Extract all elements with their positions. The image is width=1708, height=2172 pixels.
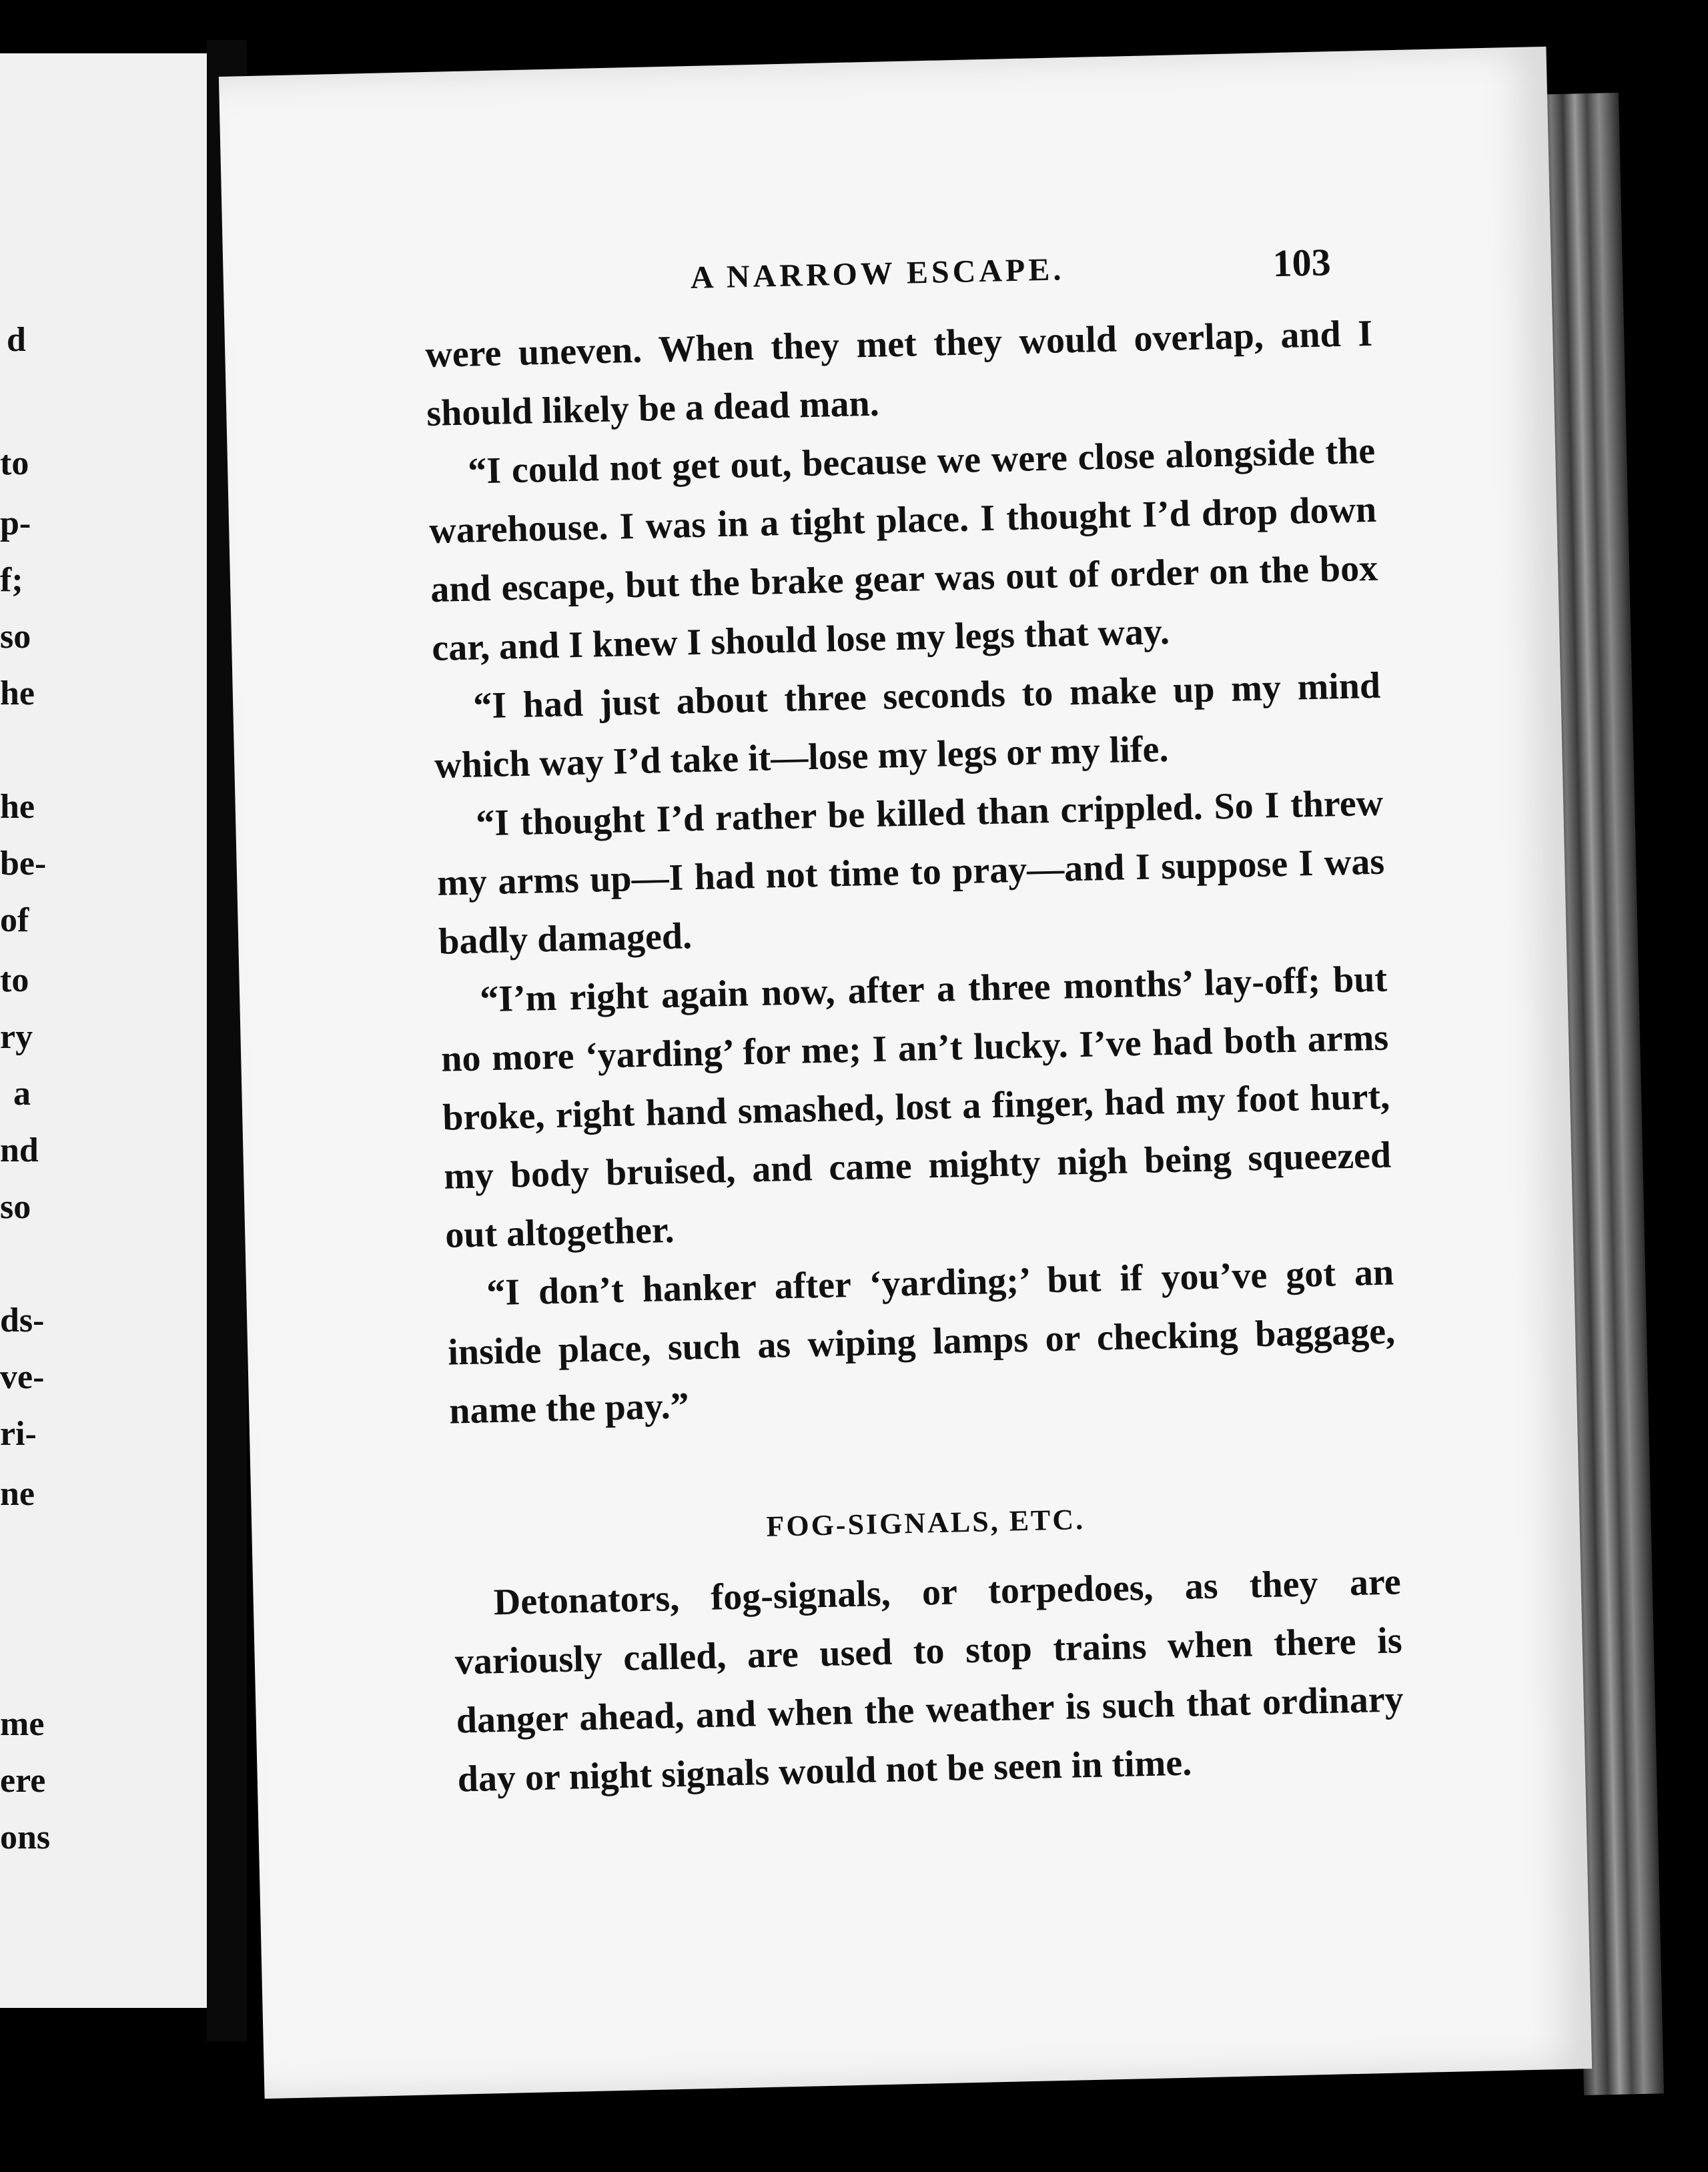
paragraph: “I’m right again now, after a three months’ lay-off; but no more ‘yarding’ for me; I an’t lucky. I’ve had both arms broke, right hand smashed, lost a finger, had my foot hurt, my body bruised, and came mighty nigh being squeezed out altogether. — [440, 958, 1392, 1256]
left-page-fragment: ve- — [0, 1358, 45, 1396]
left-page-fragment: ne — [0, 1475, 35, 1513]
book-page — [219, 47, 1592, 2099]
left-page-fragment: f; — [0, 561, 23, 599]
section-paragraph: Detonators, fog-signals, or torpedoes, as they are variously called, are used to stop trains when there is danger ahead, and when the weather is such that ordinary day or night signals would not be seen in time. — [454, 1561, 1404, 1800]
left-page-fragment: d — [7, 321, 26, 359]
left-page-fragment: of — [0, 901, 29, 939]
left-page-fragment: a — [13, 1075, 31, 1113]
left-page-fragment: nd — [0, 1131, 39, 1169]
paragraph: “I had just about three seconds to make up my mind which way I’d take it—lose my legs or my life. — [434, 664, 1381, 786]
left-page-fragment: ri- — [0, 1415, 37, 1453]
left-page-fragment: ere — [0, 1762, 46, 1800]
running-title: A NARROW ESCAPE. — [690, 251, 1065, 296]
section-heading: FOG-SIGNALS, ETC. — [765, 1503, 1086, 1543]
left-page-fragment: p- — [0, 504, 31, 542]
left-page-fragment: me — [0, 1705, 45, 1743]
paragraph: “I don’t hanker after ‘yarding;’ but if you’ve got an inside place, such as wiping lamps or checking baggage, name the pay.” — [447, 1251, 1396, 1432]
paragraph: were uneven. When they met they would overlap, and I should likely be a dead man. — [424, 312, 1373, 435]
body-text — [424, 304, 1405, 1809]
paragraph: “I could not get out, because we were close alongside the warehouse. I was in a tight place. I thought I’d drop down and escape, but the brake gear was out of order on the box car, and I knew I should lose my legs that way. — [428, 430, 1378, 669]
running-head — [463, 240, 1332, 318]
left-page-fragment: to — [0, 444, 29, 482]
paragraph: “I thought I’d rather be killed than crippled. So I threw my arms up—I had not time to pray—and I suppose I was badly damaged. — [436, 782, 1385, 963]
page-number: 103 — [1272, 240, 1332, 286]
left-page-fragment: ons — [0, 1818, 51, 1856]
left-page-fragment: be- — [0, 845, 47, 883]
left-page-fragment: so — [0, 1188, 31, 1226]
left-page-fragment: he — [0, 674, 35, 712]
left-page-fragment: so — [0, 618, 31, 656]
left-page-fragment: to — [0, 961, 29, 999]
left-page-fragment: ry — [0, 1018, 33, 1056]
left-page-fragment: ds- — [0, 1301, 45, 1339]
left-page-fragment: he — [0, 788, 35, 826]
left-facing-page — [0, 53, 207, 2008]
